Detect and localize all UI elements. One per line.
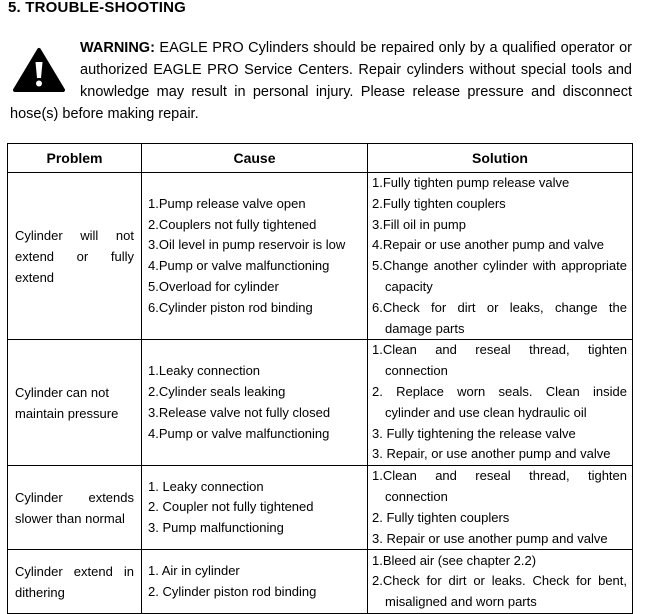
section-heading: 5. TROUBLE-SHOOTING [8, 0, 186, 16]
cause-cell [142, 466, 368, 550]
cause-item: 2. Cylinder piston rod binding [148, 583, 317, 599]
problem-line: Cylinder extend in [15, 563, 134, 579]
solution-cell [368, 466, 633, 550]
cause-item: 4.Pump or valve malfunctioning [148, 258, 330, 274]
cause-item: 3. Pump malfunctioning [148, 520, 284, 536]
cause-item: 2.Cylinder seals leaking [148, 383, 286, 399]
solution-cell [368, 550, 633, 614]
cause-cell [142, 340, 368, 466]
warning-paragraph [10, 37, 632, 125]
problem-line: slower than normal [15, 510, 125, 526]
table-row [8, 550, 633, 614]
solution-item: 3. Repair or use another pump and valve [372, 530, 608, 546]
cause-header: Cause [142, 144, 368, 173]
cause-item: 2.Couplers not fully tightened [148, 216, 317, 232]
table-row [8, 173, 633, 340]
cause-item: 5.Overload for cylinder [148, 278, 279, 294]
solution-item: 1.Fully tighten pump release valve [372, 175, 570, 190]
solution-cell [368, 173, 633, 340]
cause-item: 2. Coupler not fully tightened [148, 499, 314, 515]
cause-item: 1.Pump release valve open [148, 195, 306, 211]
solution-cell [368, 340, 633, 466]
cause-item: 3.Oil level in pump reservoir is low [148, 237, 346, 253]
problem-cell [8, 340, 142, 466]
solution-item: 3. Repair, or use another pump and valve [372, 446, 611, 462]
warning-text: EAGLE PRO Cylinders should be repaired only by a qualified operator or authorized EAGLE PRO Service Centers. Repair cylinders without special tools and knowledge may result in personal injury. Please release pressure and disconnect hose(s) before making repair. [10, 40, 632, 122]
problem-line: Cylinder can not [15, 384, 109, 400]
problem-line: Cylinder will not [15, 227, 134, 243]
table-row [8, 466, 633, 550]
problem-line: dithering [15, 584, 65, 600]
solution-item: 5.Change another cylinder with appropriate capacity [372, 258, 627, 294]
problem-line: extend [15, 269, 55, 285]
problem-cell [8, 466, 142, 550]
problem-line: maintain pressure [15, 405, 119, 421]
cause-item: 6.Cylinder piston rod binding [148, 299, 313, 315]
solution-item: 4.Repair or use another pump and valve [372, 237, 604, 253]
cause-item: 4.Pump or valve malfunctioning [148, 425, 330, 441]
solution-item: 6.Check for dirt or leaks, change the damage parts [372, 299, 627, 336]
solution-item: 1.Bleed air (see chapter 2.2) [372, 552, 537, 568]
cause-item: 3.Release valve not fully closed [148, 404, 331, 420]
warning-label: WARNING: [80, 40, 155, 56]
cause-cell [142, 550, 368, 614]
solution-item: 2. Fully tighten couplers [372, 509, 510, 525]
cause-item: 1. Air in cylinder [148, 563, 240, 579]
problem-header: Problem [8, 144, 142, 173]
trouble-shooting-table [7, 143, 633, 614]
problem-line: Cylinder extends [15, 489, 134, 505]
solution-item: 2.Fully tighten couplers [372, 195, 506, 211]
solution-item: 1.Clean and reseal thread, tighten connection [372, 468, 627, 504]
table-row [8, 340, 633, 466]
solution-item: 2.Check for dirt or leaks. Check for bent, misaligned and worn parts [372, 573, 627, 610]
solution-item: 3.Fill oil in pump [372, 216, 466, 232]
problem-cell [8, 173, 142, 340]
solution-item: 2. Replace worn seals. Clean inside cylinder and use clean hydraulic oil [372, 383, 627, 420]
cause-item: 1. Leaky connection [148, 478, 264, 494]
problem-cell [8, 550, 142, 614]
problem-line: extend or fully [15, 248, 134, 264]
cause-item: 1.Leaky connection [148, 363, 261, 379]
solution-item: 3. Fully tightening the release valve [372, 425, 576, 441]
solution-header: Solution [368, 144, 633, 173]
cause-cell [142, 173, 368, 340]
table-header-row [8, 144, 633, 173]
solution-item: 1.Clean and reseal thread, tighten connection [372, 342, 627, 379]
